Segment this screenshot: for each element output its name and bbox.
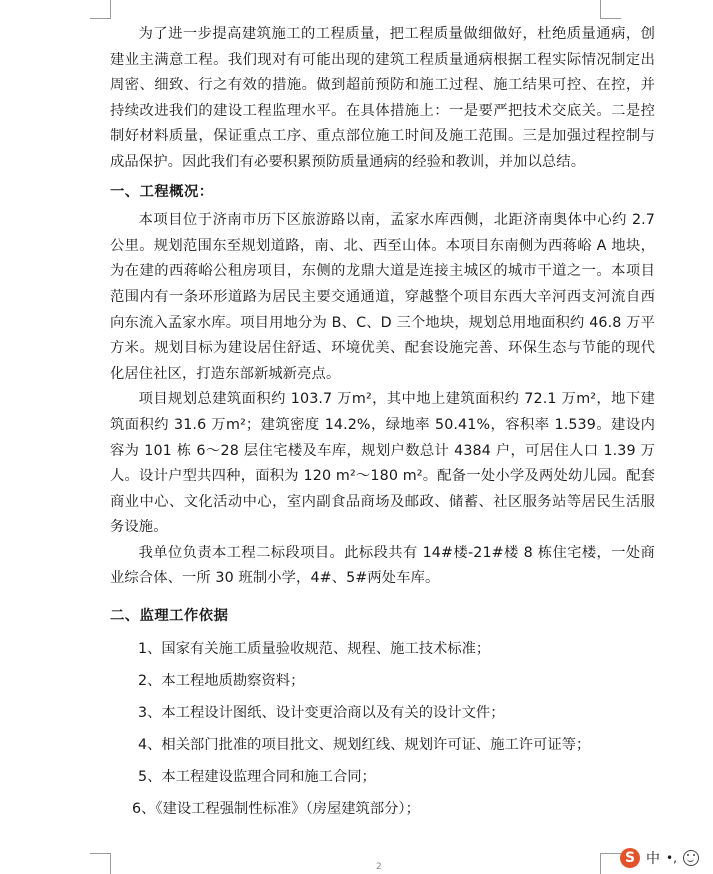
ime-toolbar[interactable] xyxy=(620,846,699,870)
basis-list-item: 6、《建设工程强制性标准》（房屋建筑部分）； xyxy=(132,800,420,817)
ime-punctuation-toggle[interactable]: •, xyxy=(666,851,677,865)
section-heading-basis: 二、监理工作依据 xyxy=(110,608,229,625)
smiley-icon[interactable] xyxy=(683,850,699,866)
crop-mark-top-right xyxy=(600,0,621,19)
page-number: 2 xyxy=(376,862,382,872)
section-heading-overview: 一、工程概况： xyxy=(110,183,214,200)
sogou-logo-icon[interactable]: S xyxy=(620,848,640,868)
ime-language-toggle[interactable]: 中 xyxy=(646,851,660,867)
document-page[interactable] xyxy=(110,22,655,825)
overview-paragraph-scale: 项目规划总建筑面积约 103.7 万m²，其中地上建筑面积约 72.1 万m²，地下建筑面积约 31.6 万m²；建筑密度 14.2%，绿地率 50.41%，容积率 1.539。建设内容为 101 栋 6～28 层住宅楼及车库，规划户数总计 4384 户，可居住人口 1.39 万人。设计户型共四种，面积为 120 m²～180 m²。配备一处小学及两处幼儿园。配套商业中心、文化活动中心，室内副食品商场及邮政、储蓄、社区服务站等居民生活服务设施。 xyxy=(110,391,655,536)
intro-paragraph: 为了进一步提高建筑施工的工程质量，把工程质量做细做好，杜绝质量通病，创建业主满意工程。我们现对有可能出现的建筑工程质量通病根据工程实际情况制定出周密、细致、行之有效的措施。做到超前预防和施工过程、施工结果可控、在控，并持续改进我们的建设工程监理水平。在具体措施上：一是要严把技术交底关。二是控制好材料质量，保证重点工序、重点部位施工时间及施工范围。三是加强过程控制与成品保护。因此我们有必要积累预防质量通病的经验和教训，并加以总结。 xyxy=(110,26,655,170)
crop-mark-bottom-right xyxy=(600,853,621,874)
basis-list-item: 3、本工程设计图纸、设计变更洽商以及有关的设计文件； xyxy=(138,704,505,721)
basis-list-item: 4、相关部门批准的项目批文、规划红线、规划许可证、施工许可证等； xyxy=(138,736,591,753)
overview-paragraph-scope: 我单位负责本工程二标段项目。此标段共有 14#楼-21#楼 8 栋住宅楼，一处商业综合体、一所 30 班制小学，4#、5#两处车库。 xyxy=(110,544,655,587)
crop-mark-top-left xyxy=(90,0,111,19)
basis-list-item: 5、本工程建设监理合同和施工合同； xyxy=(138,768,376,785)
basis-list-item: 2、本工程地质勘察资料； xyxy=(138,672,305,689)
overview-paragraph-location: 本项目位于济南市历下区旅游路以南，孟家水库西侧，北距济南奥体中心约 2.7 公里。规划范围东至规划道路，南、北、西至山体。本项目东南侧为西蒋峪 A 地块，为在建的西蒋峪公租房项目，东侧的龙鼎大道是连接主城区的城市干道之一。本项目范围内有一条环形道路为居民主要交通通道，穿越整个项目东西大辛河西支河流自西向东流入孟家水库。项目用地分为 B、C、D 三个地块，规划总用地面积约 46.8 万平方米。规划目标为建设居住舒适、环境优美、配套设施完善、环保生态与节能的现代化居住社区，打造东部新城新亮点。 xyxy=(110,212,655,382)
crop-mark-bottom-left xyxy=(90,853,111,874)
basis-list-item: 1、国家有关施工质量验收规范、规程、施工技术标准； xyxy=(138,640,491,657)
